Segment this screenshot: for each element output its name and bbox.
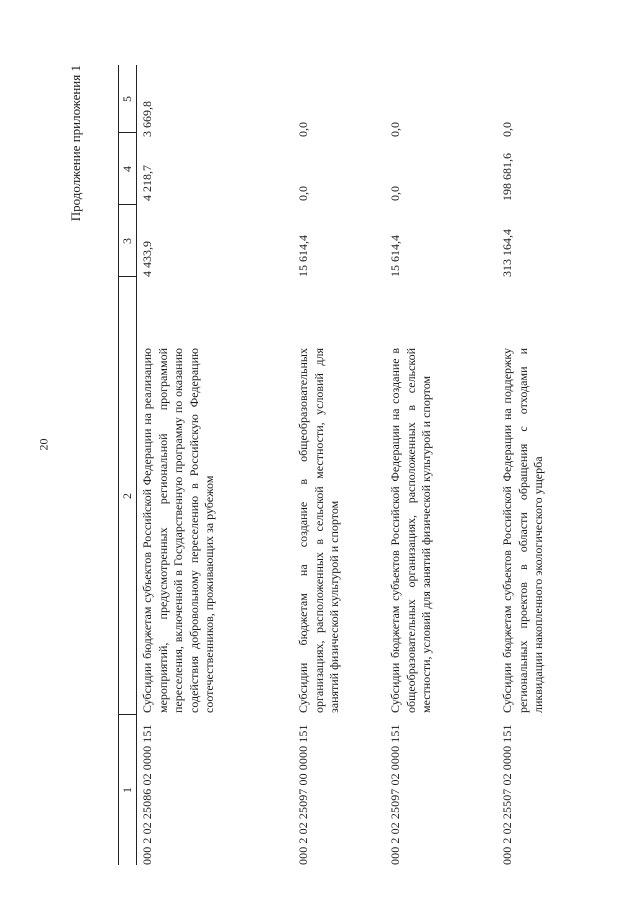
- appendix-caption: Продолжение приложения 1: [68, 65, 83, 222]
- header-top-rule: [118, 65, 119, 865]
- column-header-2: 2: [120, 493, 134, 499]
- column-header-4: 4: [120, 166, 134, 172]
- row-value-col5: 3 669,8: [140, 101, 154, 137]
- row-value-col4: 0,0: [296, 186, 310, 201]
- row-value-col3: 4 433,9: [140, 241, 154, 277]
- row-value-col5: 0,0: [500, 122, 514, 137]
- column-header-5: 5: [120, 96, 134, 102]
- row-description: Субсидии бюджетам субъектов Российской Федерации на поддержку региональных проектов в области обращения с отходами и ликвидации накопленного экологического ущерба: [500, 348, 545, 713]
- row-value-col4: 198 681,6: [500, 153, 514, 201]
- column-header-3: 3: [120, 238, 134, 244]
- row-value-col3: 15 614,4: [296, 235, 310, 277]
- row-description: Субсидии бюджетам на создание в общеобразовательных организациях, расположенных в сельской местности, условий для занятий физической культурой и спортом: [296, 348, 341, 713]
- row-value-col3: 15 614,4: [388, 235, 402, 277]
- row-value-col5: 0,0: [388, 122, 402, 137]
- row-code: 000 2 02 25507 02 0000 151: [500, 724, 514, 865]
- row-value-col4: 4 218,7: [140, 165, 154, 201]
- row-code: 000 2 02 25097 02 0000 151: [388, 724, 402, 865]
- header-bottom-rule: [136, 65, 137, 865]
- row-value-col5: 0,0: [296, 122, 310, 137]
- row-code: 000 2 02 25097 00 0000 151: [296, 724, 310, 865]
- page-number: 20: [36, 438, 51, 451]
- row-value-col4: 0,0: [388, 186, 402, 201]
- column-header-1: 1: [120, 787, 134, 793]
- row-description: Субсидии бюджетам субъектов Российской Федерации на реализацию мероприятий, предусмотренных региональной программой переселения, включенной в Государственную программу по оказанию содействия добровольному переселению в Российскую Федерацию соотечественников, проживающих за рубежом: [140, 348, 216, 713]
- row-description: Субсидии бюджетам субъектов Российской Федерации на создание в общеобразовательных организациях, расположенных в сельской местности, условий для занятий физической культурой и спортом: [388, 348, 433, 713]
- row-code: 000 2 02 25086 02 0000 151: [140, 724, 154, 865]
- rotated-table-page: [68, 65, 548, 865]
- row-value-col3: 313 164,4: [500, 229, 514, 277]
